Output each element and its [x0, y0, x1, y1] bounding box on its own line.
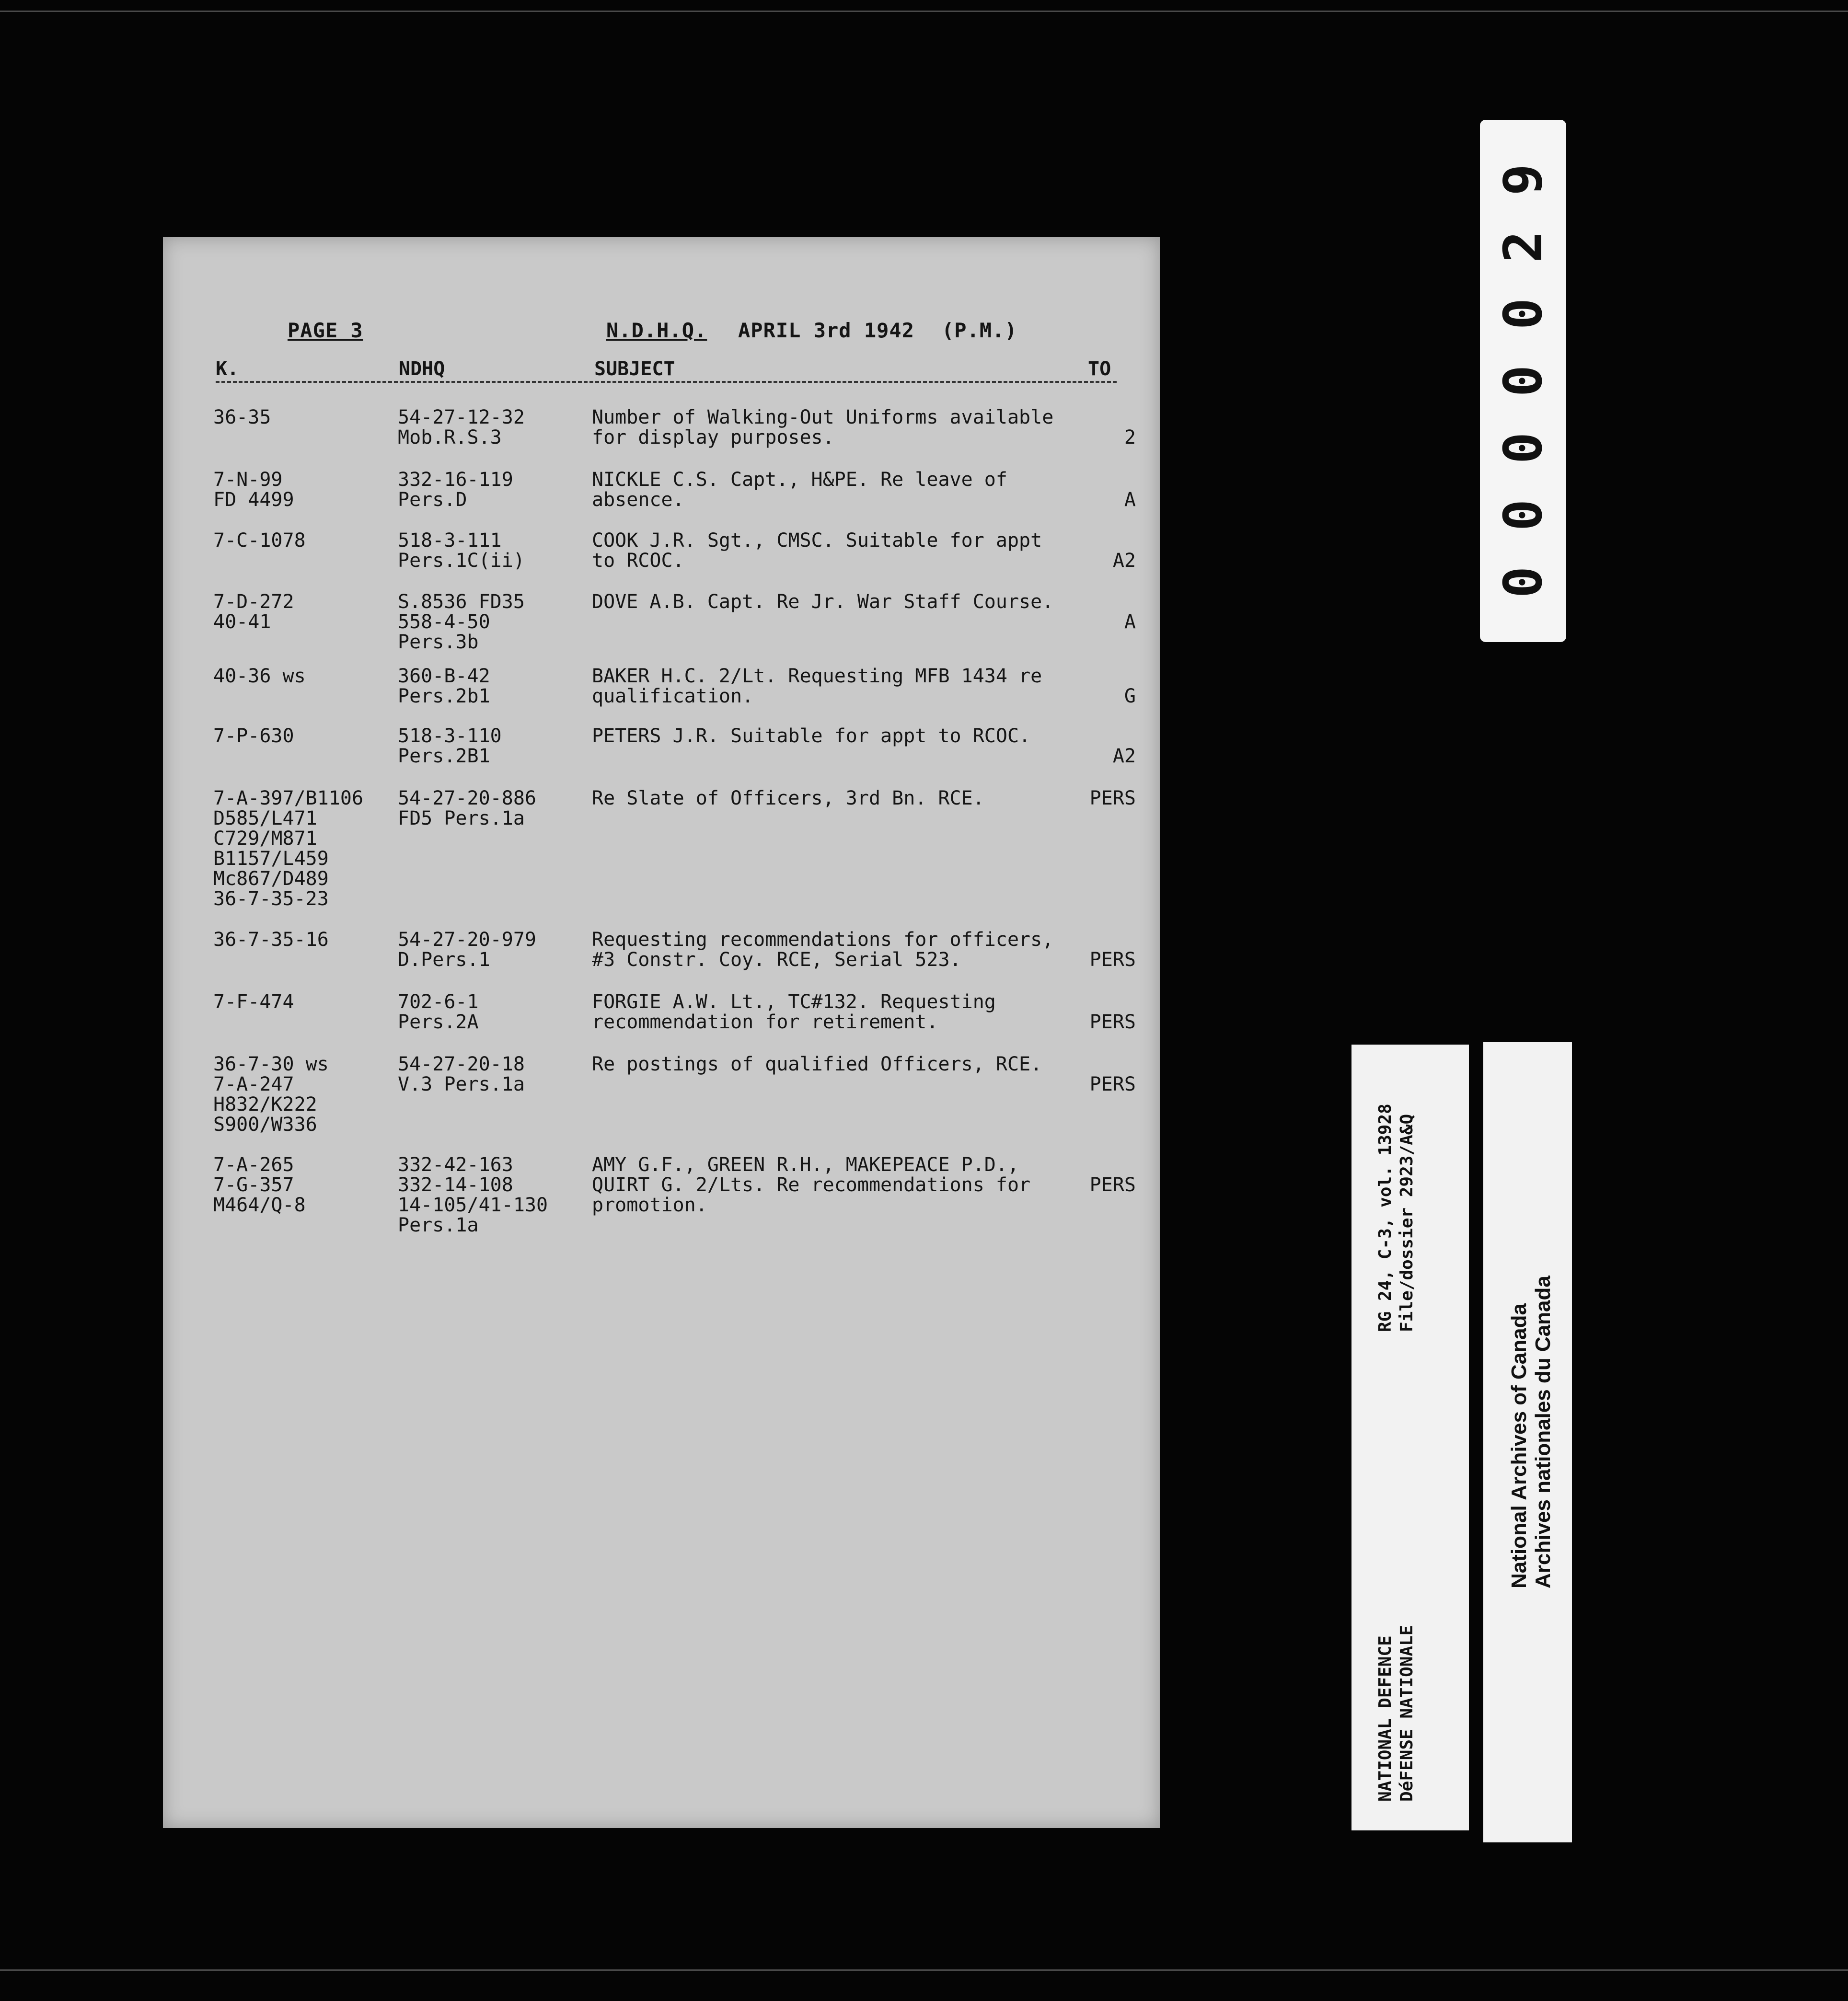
subject-text: Number of Walking-Out Uniforms available for display purposes. [592, 406, 1054, 448]
routed-to: PERS [1089, 949, 1136, 971]
ndhq-file [398, 1155, 599, 1235]
ndhq-file-line: FD5 Pers.1a [398, 807, 525, 829]
k-reference-line: 40-41 [213, 611, 271, 633]
archives-tab [1483, 1042, 1572, 1842]
page-label: PAGE 3 [288, 319, 363, 342]
frame-number-digit: 9 [1492, 163, 1554, 196]
frame-number-digit: 0 [1492, 365, 1554, 397]
ndhq-file-line: Pers.2b1 [398, 685, 490, 707]
ndhq-file-line: 332-42-163 [398, 1154, 513, 1176]
k-reference-line: 36-7-30 ws [213, 1053, 329, 1075]
ndhq-file [398, 666, 599, 706]
register-date: APRIL 3rd 1942 [738, 319, 915, 342]
routed-to: PERS [1089, 1073, 1136, 1095]
office-label: N.D.H.Q. [606, 319, 707, 342]
k-reference-line: 7-A-265 [213, 1154, 294, 1176]
k-reference-line: 7-C-1078 [213, 529, 306, 552]
column-header-ndhq: NDHQ [399, 358, 445, 380]
subject-text: AMY G.F., GREEN R.H., MAKEPEACE P.D., QUIRT G. 2/Lts. Re recommendations for promotion. [592, 1154, 1031, 1216]
ndhq-file [398, 407, 599, 448]
k-reference-line: FD 4499 [213, 489, 294, 511]
ndhq-file-line: 332-14-108 [398, 1174, 513, 1196]
subject-text: Re postings of qualified Officers, RCE. [592, 1053, 1042, 1075]
k-reference-line: C729/M871 [213, 828, 317, 850]
k-reference [213, 726, 395, 746]
ndhq-file-line: Pers.1C(ii) [398, 550, 525, 572]
k-reference-line: 36-7-35-23 [213, 888, 329, 910]
routed-to: 2 [1124, 426, 1136, 448]
department-english: NATIONAL DEFENCE [1375, 1635, 1395, 1802]
routed-to: A2 [1112, 745, 1136, 767]
routed-to: PERS [1089, 1174, 1136, 1196]
subject-text: PETERS J.R. Suitable for appt to RCOC. [592, 725, 1031, 747]
ndhq-file-line: Pers.2A [398, 1011, 479, 1033]
subject-text: Re Slate of Officers, 3rd Bn. RCE. [592, 787, 984, 809]
k-reference-line: S900/W336 [213, 1114, 317, 1136]
ndhq-file-line: 54-27-12-32 [398, 406, 525, 428]
ndhq-file-line: Pers.D [398, 489, 467, 511]
reference-tab [1351, 1045, 1469, 1830]
k-reference-line: 40-36 ws [213, 665, 306, 687]
k-reference-line: 7-A-397/B1106 [213, 787, 364, 809]
routed-to: A [1124, 611, 1136, 633]
routed-to: PERS [1089, 1011, 1136, 1033]
column-header-k: K. [216, 358, 239, 380]
subject-text: Requesting recommendations for officers, #3 Constr. Coy. RCE, Serial 523. [592, 929, 1054, 971]
subject-text: FORGIE A.W. Lt., TC#132. Requesting recommendation for retirement. [592, 991, 996, 1033]
k-reference [213, 592, 395, 632]
k-reference [213, 992, 395, 1012]
ndhq-file-line: 14-105/41-130 [398, 1194, 548, 1216]
ndhq-file-line: 54-27-20-886 [398, 787, 536, 809]
k-reference [213, 1155, 395, 1215]
frame-number-digit: 0 [1492, 499, 1554, 531]
subject-text: BAKER H.C. 2/Lt. Requesting MFB 1434 re qualification. [592, 665, 1042, 707]
ndhq-file-line: Pers.1a [398, 1214, 479, 1236]
k-reference-line: B1157/L459 [213, 848, 329, 870]
k-reference [213, 930, 395, 950]
k-reference-line: 7-G-357 [213, 1174, 294, 1196]
routed-to: A2 [1112, 550, 1136, 572]
k-reference-line: 7-A-247 [213, 1073, 294, 1095]
ndhq-file-line: S.8536 FD35 [398, 591, 525, 613]
ndhq-file-line: 702-6-1 [398, 991, 479, 1013]
k-reference-line: 36-7-35-16 [213, 929, 329, 951]
frame-number-digit: 2 [1492, 230, 1554, 263]
header-rule [216, 381, 1117, 383]
k-reference [213, 470, 395, 510]
subject-text: DOVE A.B. Capt. Re Jr. War Staff Course. [592, 591, 1054, 613]
k-reference-line: Mc867/D489 [213, 868, 329, 890]
ndhq-file [398, 592, 599, 652]
k-reference-line: D585/L471 [213, 807, 317, 829]
ndhq-file [398, 470, 599, 510]
routed-to: A [1124, 489, 1136, 511]
ndhq-file-line: Mob.R.S.3 [398, 426, 502, 448]
archives-name-french: Archives nationales du Canada [1531, 1276, 1555, 1588]
subject-text: NICKLE C.S. Capt., H&PE. Re leave of absence. [592, 469, 1007, 511]
k-reference-line: 7-N-99 [213, 469, 283, 491]
frame-number-digit: 0 [1492, 298, 1554, 330]
ndhq-file [398, 726, 599, 766]
ndhq-file [398, 992, 599, 1032]
archives-name-english: National Archives of Canada [1507, 1303, 1531, 1588]
k-reference [213, 788, 395, 909]
department-french: DéFENSE NATIONALE [1397, 1625, 1417, 1802]
ndhq-file [398, 1054, 599, 1094]
k-reference-line: 7-P-630 [213, 725, 294, 747]
record-group-line: RG 24, C-3, vol. 13928 [1375, 1104, 1395, 1332]
routed-to: PERS [1089, 787, 1136, 809]
frame-number-tab [1480, 120, 1566, 642]
k-reference-line: H832/K222 [213, 1093, 317, 1116]
k-reference-line: M464/Q-8 [213, 1194, 306, 1216]
ndhq-file [398, 930, 599, 970]
k-reference-line: 7-D-272 [213, 591, 294, 613]
ndhq-file-line: 360-B-42 [398, 665, 490, 687]
frame-number-digit: 0 [1492, 566, 1554, 598]
ndhq-file-line: 54-27-20-979 [398, 929, 536, 951]
register-period: (P.M.) [942, 319, 1017, 342]
file-line: File/dossier 2923/A&Q [1397, 1114, 1417, 1332]
k-reference-line: 7-F-474 [213, 991, 294, 1013]
ndhq-file-line: 558-4-50 [398, 611, 490, 633]
typed-register-page [163, 237, 1160, 1828]
film-frame-bottom-edge [0, 1969, 1848, 1971]
ndhq-file [398, 530, 599, 571]
ndhq-file-line: 518-3-110 [398, 725, 502, 747]
k-reference [213, 407, 395, 427]
film-frame-top-edge [0, 11, 1848, 12]
ndhq-file-line: 332-16-119 [398, 469, 513, 491]
ndhq-file [398, 788, 599, 828]
column-header-subject: SUBJECT [594, 358, 675, 380]
ndhq-file-line: 518-3-111 [398, 529, 502, 552]
k-reference [213, 530, 395, 551]
k-reference [213, 666, 395, 686]
ndhq-file-line: V.3 Pers.1a [398, 1073, 525, 1095]
ndhq-file-line: Pers.3b [398, 631, 479, 653]
k-reference [213, 1054, 395, 1135]
routed-to: G [1124, 685, 1136, 707]
subject-text: COOK J.R. Sgt., CMSC. Suitable for appt to RCOC. [592, 529, 1042, 572]
ndhq-file-line: 54-27-20-18 [398, 1053, 525, 1075]
ndhq-file-line: D.Pers.1 [398, 949, 490, 971]
k-reference-line: 36-35 [213, 406, 271, 428]
ndhq-file-line: Pers.2B1 [398, 745, 490, 767]
frame-number-digit: 0 [1492, 432, 1554, 464]
column-header-to: TO [1088, 358, 1111, 380]
